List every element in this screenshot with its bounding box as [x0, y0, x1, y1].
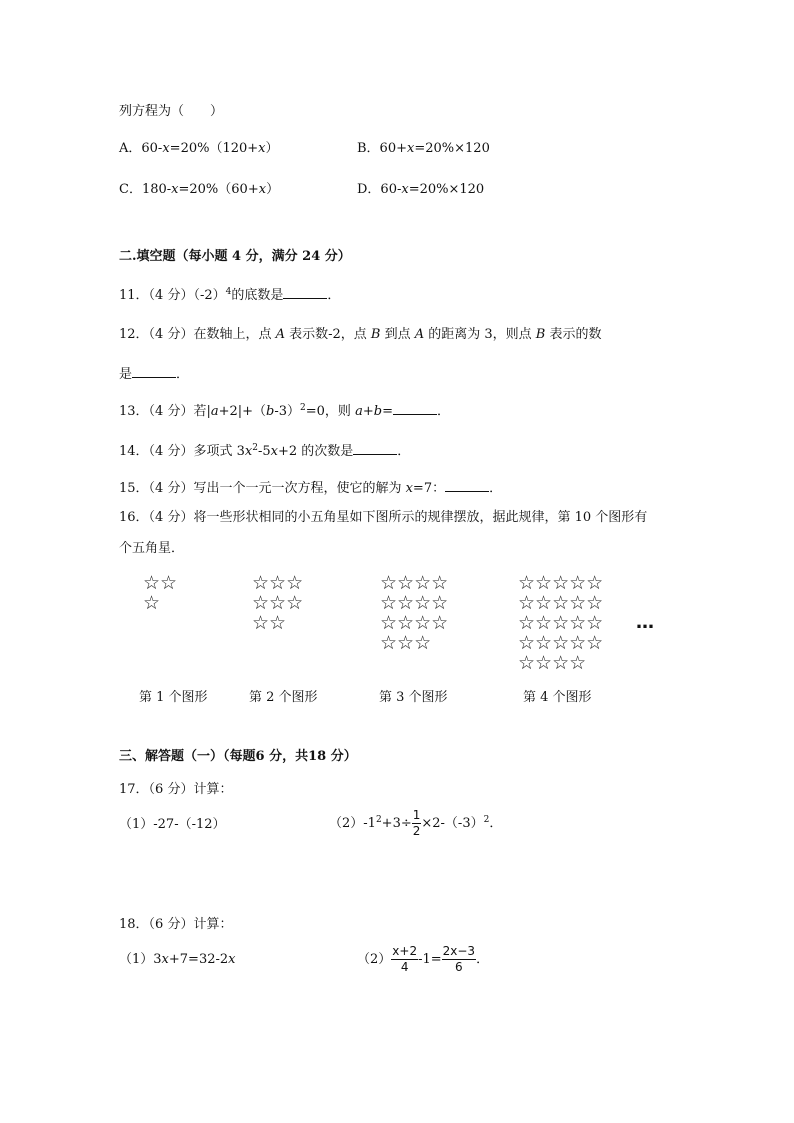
q10-stem: 列方程为（ ）: [119, 104, 224, 119]
q10-option-b: B．60+x=20%×120: [357, 141, 490, 156]
q17-title: 17．（6 分）计算：: [119, 782, 233, 797]
figure-4-stars: ☆☆☆☆☆ ☆☆☆☆☆ ☆☆☆☆☆ ☆☆☆☆☆ ☆☆☆☆: [518, 572, 604, 674]
figure-1-stars: ☆☆ ☆: [143, 572, 178, 614]
q11: 11．（4 分）$(-2)^4$的底数是 ．: [119, 284, 340, 306]
section-3-title: 三、解答题（一）（每题6 分，共18 分）: [119, 749, 357, 764]
fraction-one-half: $\frac{1}{2}$: [412, 808, 421, 838]
q12-line2: 是 ．: [119, 363, 189, 385]
q18-part1: （1）3x+7=32-2x: [119, 952, 236, 967]
answer-blank: [445, 477, 489, 492]
q13: 13．（4 分）若$|a+2|+(b-3)^2=0$，则 a+b= ．: [119, 400, 450, 422]
q18-part2: （2） $\frac{x+2}{4}$ -1= $\frac{2x-3}{6}$ ．: [357, 944, 490, 974]
q12-line1: 12．（4 分）在数轴上，点 A 表示数-2，点 B 到点 A 的距离为 3，则点 B 表示的数: [119, 327, 602, 342]
q10-option-a: A．60-x=20%（120+x）: [119, 141, 279, 156]
figure-1-caption: 第 1 个图形: [139, 690, 208, 705]
figure-3-stars: ☆☆☆☆ ☆☆☆☆ ☆☆☆☆ ☆☆☆: [380, 572, 449, 654]
q16-line2: 个五角星．: [119, 541, 185, 556]
q15: 15．（4 分）写出一个一元一次方程，使它的解为 x=7： ．: [119, 477, 502, 499]
q10-option-c: C．180-x=20%（60+x）: [119, 182, 280, 197]
fraction-x-plus-2-over-4: $\frac{x+2}{4}$: [392, 944, 418, 974]
answer-blank: [393, 400, 437, 415]
q16-line1: 16．（4 分）将一些形状相同的小五角星如下图所示的规律摆放，据此规律，第 10 个图形有: [119, 510, 648, 525]
q17-part1: （1）-27-（-12）: [119, 817, 226, 832]
figure-2-caption: 第 2 个图形: [249, 690, 318, 705]
q17-part2: $(2)-1^2+3\div$ $\frac{1}{2}$ $\times 2-(-3)^2$．: [329, 808, 503, 838]
answer-blank: [353, 440, 397, 455]
answer-blank: [132, 363, 176, 378]
q10-option-d: D．60-x=20%×120: [357, 182, 485, 197]
figure-2-stars: ☆☆☆ ☆☆☆ ☆☆: [252, 572, 304, 634]
q14: 14．（4 分）多项式 $3x^2-5x+2$ 的次数是 ．: [119, 440, 410, 462]
figure-3-caption: 第 3 个图形: [379, 690, 448, 705]
figure-4-caption: 第 4 个图形: [523, 690, 592, 705]
section-2-title: 二.填空题（每小题 4 分，满分 24 分）: [119, 249, 351, 264]
answer-blank: [283, 284, 327, 299]
q18-title: 18．（6 分）计算：: [119, 917, 233, 932]
ellipsis: …: [636, 612, 654, 633]
fraction-2x-minus-3-over-6: $\frac{2x-3}{6}$: [442, 944, 476, 974]
